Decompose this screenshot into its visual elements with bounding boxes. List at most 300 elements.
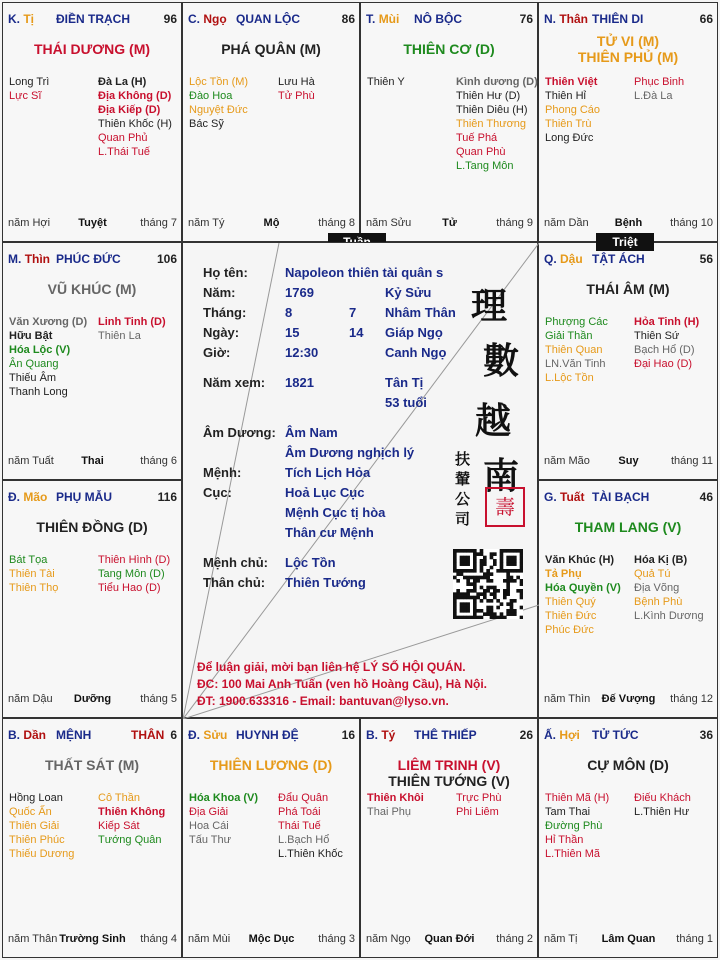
stars-left <box>189 791 258 847</box>
palace-header <box>8 12 177 26</box>
minor-star: Địa Võng <box>634 582 680 594</box>
minor-star: Hóa Lộc (V) <box>9 344 71 356</box>
palace-number: 56 <box>699 252 713 266</box>
footer-stage: Bệnh <box>614 217 643 229</box>
minor-star: L.Tang Môn <box>456 160 514 172</box>
main-star: THẤT SÁT (M) <box>44 757 140 773</box>
calligraphy-small-char: 公 <box>455 490 471 508</box>
footer-thang: tháng 1 <box>676 933 713 945</box>
palace-header <box>544 490 713 504</box>
minor-star: Lưu Hà <box>278 76 315 88</box>
palace-branch: M. Thìn <box>8 252 51 266</box>
minor-star: Đại Hao (D) <box>634 358 693 370</box>
info-nam-can: Kỷ Sửu <box>385 285 432 300</box>
stars-right <box>98 315 166 343</box>
minor-star: L.Thiên Hư <box>634 806 690 818</box>
palace-dan[interactable] <box>2 718 182 958</box>
info-thanchu-l: Thân chủ: <box>203 575 266 590</box>
minor-star: Thái Tuế <box>278 820 321 832</box>
palace-number: 96 <box>163 12 177 26</box>
info-gio: 12:30 <box>285 345 319 360</box>
palace-name: PHỤ MẪU <box>56 490 112 504</box>
main-star: THIÊN LƯƠNG (D) <box>209 757 333 773</box>
footer-nam: năm Mão <box>544 455 590 467</box>
info-ngay-l: Ngày: <box>203 325 240 340</box>
palace-branch: Đ. Sửu <box>188 728 228 742</box>
minor-star: Tả Phụ <box>545 568 582 580</box>
palace-dau[interactable] <box>538 242 718 480</box>
info-amduong-1: Âm Nam <box>285 425 338 440</box>
stars-right <box>456 75 538 173</box>
palace-footer <box>8 693 177 707</box>
palace-header <box>366 728 533 742</box>
palace-branch: Đ. Mão <box>8 490 48 504</box>
info-cuc-3: Thân cư Mệnh <box>285 525 374 540</box>
stars-left <box>367 75 405 89</box>
main-star: THIÊN CƠ (D) <box>403 41 495 57</box>
minor-star: Thiên Tài <box>9 568 55 580</box>
palace-branch: T. Mùi <box>366 12 400 26</box>
palace-number: 86 <box>341 12 355 26</box>
footer-thang: tháng 6 <box>140 455 177 467</box>
minor-star: Hóa Kị (B) <box>634 554 688 566</box>
minor-star: Giải Thần <box>545 330 593 342</box>
palace-footer <box>544 455 713 469</box>
minor-star: Hoa Cái <box>189 820 229 832</box>
footer-stage: Suy <box>618 455 639 467</box>
minor-star: Quan Phù <box>456 146 506 158</box>
calligraphy-small-char: 司 <box>455 510 471 528</box>
stars-right <box>278 75 315 103</box>
minor-star: Địa Kiếp (D) <box>98 104 161 116</box>
minor-star: Linh Tinh (D) <box>98 316 166 328</box>
calligraphy-small-char: 扶 <box>455 450 471 468</box>
palace-header <box>366 12 533 26</box>
main-star: THIÊN ĐỒNG (D) <box>36 519 148 535</box>
main-star: THÁI DƯƠNG (M) <box>33 41 151 57</box>
stars-left <box>545 315 608 385</box>
palace-footer <box>544 693 713 707</box>
minor-star: Thiên Thọ <box>9 582 59 594</box>
palace-number: 116 <box>157 490 177 504</box>
palace-header <box>8 252 177 266</box>
palace-number: 26 <box>519 728 533 742</box>
minor-star: Tử Phù <box>278 90 315 102</box>
minor-star: Phong Cáo <box>545 104 601 116</box>
center-panel <box>182 242 538 718</box>
minor-star: Thiên Hình (D) <box>98 554 171 566</box>
contact-line: Để luận giải, mời bạn liên hệ LÝ SỐ HỘI QUÁN. <box>197 660 466 674</box>
minor-star: Thiên Hư (D) <box>456 90 521 102</box>
minor-star: Quan Phủ <box>98 132 148 144</box>
minor-star: Thiên Khốc (H) <box>98 118 172 130</box>
main-star: PHÁ QUÂN (M) <box>221 41 321 57</box>
minor-star: Trực Phù <box>456 792 502 804</box>
minor-star: L.Thái Tuế <box>98 146 150 158</box>
minor-star: Long Trì <box>9 76 50 88</box>
stars-right <box>634 553 704 623</box>
info-namxem-l: Năm xem: <box>203 375 266 390</box>
palace-name: TỬ TỨC <box>592 728 639 742</box>
calligraphy-char: 越 <box>475 400 512 442</box>
stars-left <box>9 75 49 103</box>
palace-ngo[interactable] <box>182 2 360 242</box>
stars-right <box>456 791 501 819</box>
palace-branch: Ấ. Hợi <box>544 728 580 742</box>
palace-number: 66 <box>699 12 713 26</box>
footer-nam: năm Tị <box>544 933 578 945</box>
info-namxem-can: Tân Tị <box>385 375 424 390</box>
minor-star: Đường Phù <box>545 820 603 832</box>
minor-star: Thanh Long <box>9 386 68 398</box>
main-star: LIÊM TRINH (V) <box>397 757 501 773</box>
info-menhchu: Lộc Tồn <box>285 555 336 570</box>
minor-star: Thiên Hỉ <box>545 90 586 102</box>
main-stars <box>361 757 537 789</box>
footer-stage: Tử <box>442 217 457 229</box>
minor-star: Thiên Phúc <box>9 834 65 846</box>
minor-star: Thiên Diêu (H) <box>456 104 528 116</box>
minor-star: Hóa Quyền (V) <box>545 582 621 594</box>
palace-ty2[interactable] <box>360 718 538 958</box>
chart-board <box>2 2 718 958</box>
palace-ty[interactable] <box>2 2 182 242</box>
footer-thang: tháng 8 <box>318 217 355 229</box>
minor-star: Hỉ Thần <box>545 834 584 846</box>
minor-star: L.Lộc Tồn <box>545 372 594 384</box>
main-star: THAM LANG (V) <box>574 519 682 535</box>
palace-tuat[interactable] <box>538 480 718 718</box>
main-stars <box>539 757 717 773</box>
palace-header <box>544 252 713 266</box>
minor-star: Cô Thần <box>98 792 140 804</box>
palace-name: THIÊN DI <box>592 12 644 26</box>
palace-number: 16 <box>341 728 355 742</box>
minor-star: Kình dương (D) <box>456 76 538 88</box>
minor-star: Thiên Thương <box>456 118 527 130</box>
minor-star: Thiên Mã (H) <box>545 792 610 804</box>
footer-thang: tháng 2 <box>496 933 533 945</box>
minor-star: Hỏa Tinh (H) <box>634 316 700 328</box>
info-namxem: 1821 <box>285 375 314 390</box>
footer-thang: tháng 7 <box>140 217 177 229</box>
stars-right <box>634 75 684 103</box>
palace-header <box>8 728 177 742</box>
minor-star: Đào Hoa <box>189 90 233 102</box>
palace-number: 76 <box>519 12 533 26</box>
palace-footer <box>544 217 713 231</box>
palace-footer <box>366 933 533 947</box>
minor-star: Quốc Ấn <box>9 806 52 818</box>
minor-star: Thiên Trù <box>545 118 592 130</box>
minor-star: Tấu Thư <box>189 834 232 846</box>
footer-nam: năm Dần <box>544 217 589 229</box>
minor-star: Hóa Khoa (V) <box>189 792 259 804</box>
palace-branch: C. Ngọ <box>188 12 227 26</box>
stars-right <box>634 791 691 819</box>
minor-star: Bạch Hổ (D) <box>634 344 695 356</box>
stars-left <box>367 791 424 819</box>
palace-mui[interactable] <box>360 2 538 242</box>
triet-badge: Triệt <box>596 233 654 251</box>
stars-left <box>9 553 58 595</box>
palace-number: 6 <box>170 728 177 742</box>
minor-star: Thiên La <box>98 330 141 342</box>
main-stars <box>539 33 717 65</box>
minor-star: L.Thiên Khốc <box>278 848 343 860</box>
stars-left <box>189 75 248 131</box>
minor-star: Thiên Không <box>98 806 166 818</box>
minor-star: Tiểu Hao (D) <box>98 582 161 594</box>
minor-star: Thiếu Dương <box>9 848 75 860</box>
minor-star: Văn Xương (D) <box>9 316 88 328</box>
minor-star: Thiên Đức <box>545 610 597 622</box>
footer-nam: năm Dậu <box>8 693 53 705</box>
info-ngay-can: Giáp Ngọ <box>385 325 443 340</box>
main-stars <box>3 41 181 57</box>
info-nam: 1769 <box>285 285 314 300</box>
main-star: THIÊN TƯỚNG (V) <box>388 773 510 789</box>
palace-footer <box>188 217 355 231</box>
footer-stage: Thai <box>81 455 104 467</box>
footer-nam: năm Thân <box>8 933 58 945</box>
info-ho-ten: Napoleon thiên tài quân s <box>285 265 444 280</box>
palace-than[interactable] <box>538 2 718 242</box>
minor-star: Phi Liêm <box>456 806 499 818</box>
footer-thang: tháng 5 <box>140 693 177 705</box>
palace-branch: B. Dần <box>8 728 47 742</box>
info-cuc-l: Cục: <box>203 485 232 500</box>
palace-name: THÊ THIẾP <box>414 728 477 742</box>
palace-name: ĐIỀN TRẠCH <box>56 12 130 26</box>
footer-thang: tháng 10 <box>670 217 713 229</box>
main-stars <box>539 519 717 535</box>
qr-code[interactable] <box>453 549 523 619</box>
info-nam-l: Năm: <box>203 285 236 300</box>
footer-thang: tháng 4 <box>140 933 177 945</box>
footer-nam: năm Thìn <box>544 693 591 705</box>
calligraphy-small-char: 輦 <box>455 470 471 488</box>
info-gio-can: Canh Ngọ <box>385 345 447 360</box>
palace-header <box>188 12 355 26</box>
minor-star: Điếu Khách <box>634 792 691 804</box>
info-thang-a: 8 <box>285 305 293 320</box>
minor-star: Nguyệt Đức <box>189 104 248 116</box>
footer-nam: năm Ngọ <box>366 933 411 945</box>
minor-star: Tang Môn (D) <box>98 568 165 580</box>
minor-star: Địa Giải <box>189 806 229 818</box>
minor-star: Thai Phụ <box>367 806 412 818</box>
stars-left <box>545 791 609 861</box>
minor-star: Long Đức <box>545 132 594 144</box>
minor-star: Tam Thai <box>545 806 591 818</box>
palace-name: HUYNH ĐỆ <box>236 728 299 742</box>
minor-star: Thiên Quan <box>545 344 603 356</box>
palace-than-marker: THÂN <box>131 728 165 742</box>
contact-line: ĐC: 100 Mai Anh Tuấn (ven hồ Hoàng Cầu), Hà Nội. <box>197 677 488 691</box>
footer-stage: Trường Sinh <box>59 933 126 945</box>
footer-nam: năm Tuất <box>8 455 54 467</box>
minor-star: Thiên Giải <box>9 820 60 832</box>
minor-star: Thiên Y <box>367 76 405 88</box>
red-seal: 壽 <box>485 487 525 527</box>
minor-star: L.Kình Dương <box>634 610 704 622</box>
minor-star: Tuế Phá <box>456 132 498 144</box>
info-menh: Tích Lịch Hỏa <box>285 465 371 480</box>
main-stars <box>3 757 181 773</box>
footer-stage: Đế Vượng <box>601 693 656 705</box>
main-star: THÁI ÂM (M) <box>586 281 670 297</box>
palace-header <box>188 728 355 742</box>
palace-footer <box>8 217 177 231</box>
info-ho-ten-l: Họ tên: <box>203 265 248 280</box>
main-stars <box>183 41 359 57</box>
minor-star: Kiếp Sát <box>98 820 140 832</box>
footer-stage: Tuyệt <box>78 217 107 229</box>
palace-branch: N. Thân <box>544 12 589 26</box>
minor-star: Bác Sỹ <box>189 118 224 130</box>
footer-thang: tháng 9 <box>496 217 533 229</box>
palace-name: NÔ BỘC <box>414 12 462 26</box>
calligraphy-char: 理 <box>471 285 508 327</box>
palace-header <box>544 12 713 26</box>
palace-footer <box>544 933 713 947</box>
info-ngay-b: 14 <box>349 325 364 340</box>
info-menhchu-l: Mệnh chủ: <box>203 555 268 570</box>
stars-right <box>634 315 699 371</box>
main-star: VŨ KHÚC (M) <box>47 281 137 297</box>
info-menh-l: Mệnh: <box>203 465 242 480</box>
info-tuoi: 53 tuổi <box>385 395 427 410</box>
minor-star: Thiên Khôi <box>367 792 424 804</box>
palace-number: 106 <box>156 252 177 266</box>
palace-footer <box>8 455 177 469</box>
info-gio-l: Giờ: <box>203 345 231 360</box>
minor-star: Phục Binh <box>634 76 685 88</box>
palace-mao[interactable] <box>2 480 182 718</box>
minor-star: Địa Không (D) <box>98 90 172 102</box>
stars-right <box>98 553 170 595</box>
palace-hoi[interactable] <box>538 718 718 958</box>
footer-stage: Quan Đới <box>424 933 475 945</box>
footer-stage: Mộ <box>263 217 280 229</box>
minor-star: Bát Tọa <box>9 554 48 566</box>
stars-right <box>278 791 343 861</box>
main-stars <box>361 41 537 57</box>
minor-star: Hữu Bật <box>9 330 53 342</box>
palace-thin[interactable] <box>2 242 182 480</box>
contact-line: ĐT: 1900.633316 - Email: bantuvan@lyso.vn. <box>197 694 449 708</box>
palace-name: QUAN LỘC <box>236 12 300 26</box>
main-stars <box>183 757 359 773</box>
info-thang-l: Tháng: <box>203 305 247 320</box>
palace-number: 46 <box>699 490 713 504</box>
info-thang-can: Nhâm Thân <box>385 305 456 320</box>
calligraphy-char: 數 <box>483 340 520 382</box>
minor-star: Quả Tú <box>634 568 671 580</box>
stars-left <box>9 315 87 399</box>
minor-star: Văn Khúc (H) <box>545 554 615 566</box>
main-stars <box>3 281 181 297</box>
main-stars <box>539 281 717 297</box>
info-thang-b: 7 <box>349 305 357 320</box>
palace-branch: B. Tý <box>366 728 396 742</box>
footer-thang: tháng 12 <box>670 693 713 705</box>
minor-star: Phượng Các <box>545 316 608 328</box>
palace-branch: K. Tị <box>8 12 35 26</box>
minor-star: Thiên Sứ <box>634 330 680 342</box>
minor-star: Thiên Quý <box>545 596 596 608</box>
info-thanchu: Thiên Tướng <box>285 575 366 590</box>
minor-star: L.Thiên Mã <box>545 848 601 860</box>
stars-left <box>545 75 600 145</box>
footer-stage: Mộc Dục <box>248 933 295 945</box>
stars-right <box>98 75 172 159</box>
palace-footer <box>366 217 533 231</box>
main-star: CỰ MÔN (D) <box>587 757 669 773</box>
minor-star: L.Đà La <box>634 90 673 102</box>
stars-left <box>545 553 621 637</box>
minor-star: Lực Sĩ <box>9 90 42 102</box>
palace-name: PHÚC ĐỨC <box>56 252 121 266</box>
stars-left <box>9 791 74 861</box>
minor-star: Ân Quang <box>9 358 59 370</box>
palace-branch: G. Tuất <box>544 490 585 504</box>
footer-stage: Dưỡng <box>73 693 112 705</box>
minor-star: Bệnh Phù <box>634 596 683 608</box>
minor-star: Thiên Việt <box>545 76 598 88</box>
minor-star: Đà La (H) <box>98 76 147 88</box>
palace-name: MỆNH <box>56 728 92 742</box>
main-stars <box>3 519 181 535</box>
palace-footer <box>8 933 177 947</box>
footer-nam: năm Hợi <box>8 217 51 229</box>
info-amduong-2: Âm Dương nghịch lý <box>285 445 415 460</box>
minor-star: Thiếu Âm <box>9 372 57 384</box>
palace-branch: Q. Dậu <box>544 252 583 266</box>
minor-star: L.Bạch Hổ <box>278 834 330 846</box>
info-amduong-l: Âm Dương: <box>203 425 276 440</box>
palace-header <box>8 490 177 504</box>
footer-nam: năm Tý <box>188 217 225 229</box>
footer-nam: năm Sửu <box>366 217 412 229</box>
footer-nam: năm Mùi <box>188 933 231 945</box>
minor-star: Phúc Đức <box>545 624 594 636</box>
minor-star: Lộc Tồn (M) <box>189 76 249 88</box>
info-cuc-1: Hoả Lục Cục <box>285 485 365 500</box>
palace-number: 36 <box>699 728 713 742</box>
minor-star: Đẩu Quân <box>278 792 329 804</box>
palace-header <box>544 728 713 742</box>
stars-right <box>98 791 165 847</box>
palace-suu[interactable] <box>182 718 360 958</box>
minor-star: Tướng Quân <box>98 834 162 846</box>
calligraphy-char: 南 <box>483 455 520 497</box>
minor-star: LN.Văn Tinh <box>545 358 606 370</box>
info-ngay-a: 15 <box>285 325 300 340</box>
palace-name: TẬT ÁCH <box>592 252 645 266</box>
minor-star: Phá Toái <box>278 806 321 818</box>
main-star: THIÊN PHỦ (M) <box>577 49 679 65</box>
minor-star: Hồng Loan <box>9 792 63 804</box>
footer-stage: Lâm Quan <box>601 933 656 945</box>
palace-footer <box>188 933 355 947</box>
info-cuc-2: Mệnh Cục tị hòa <box>285 505 386 520</box>
footer-thang: tháng 11 <box>670 455 713 467</box>
palace-name: TÀI BẠCH <box>592 490 650 504</box>
main-star: TỬ VI (M) <box>596 33 660 49</box>
footer-thang: tháng 3 <box>318 933 355 945</box>
